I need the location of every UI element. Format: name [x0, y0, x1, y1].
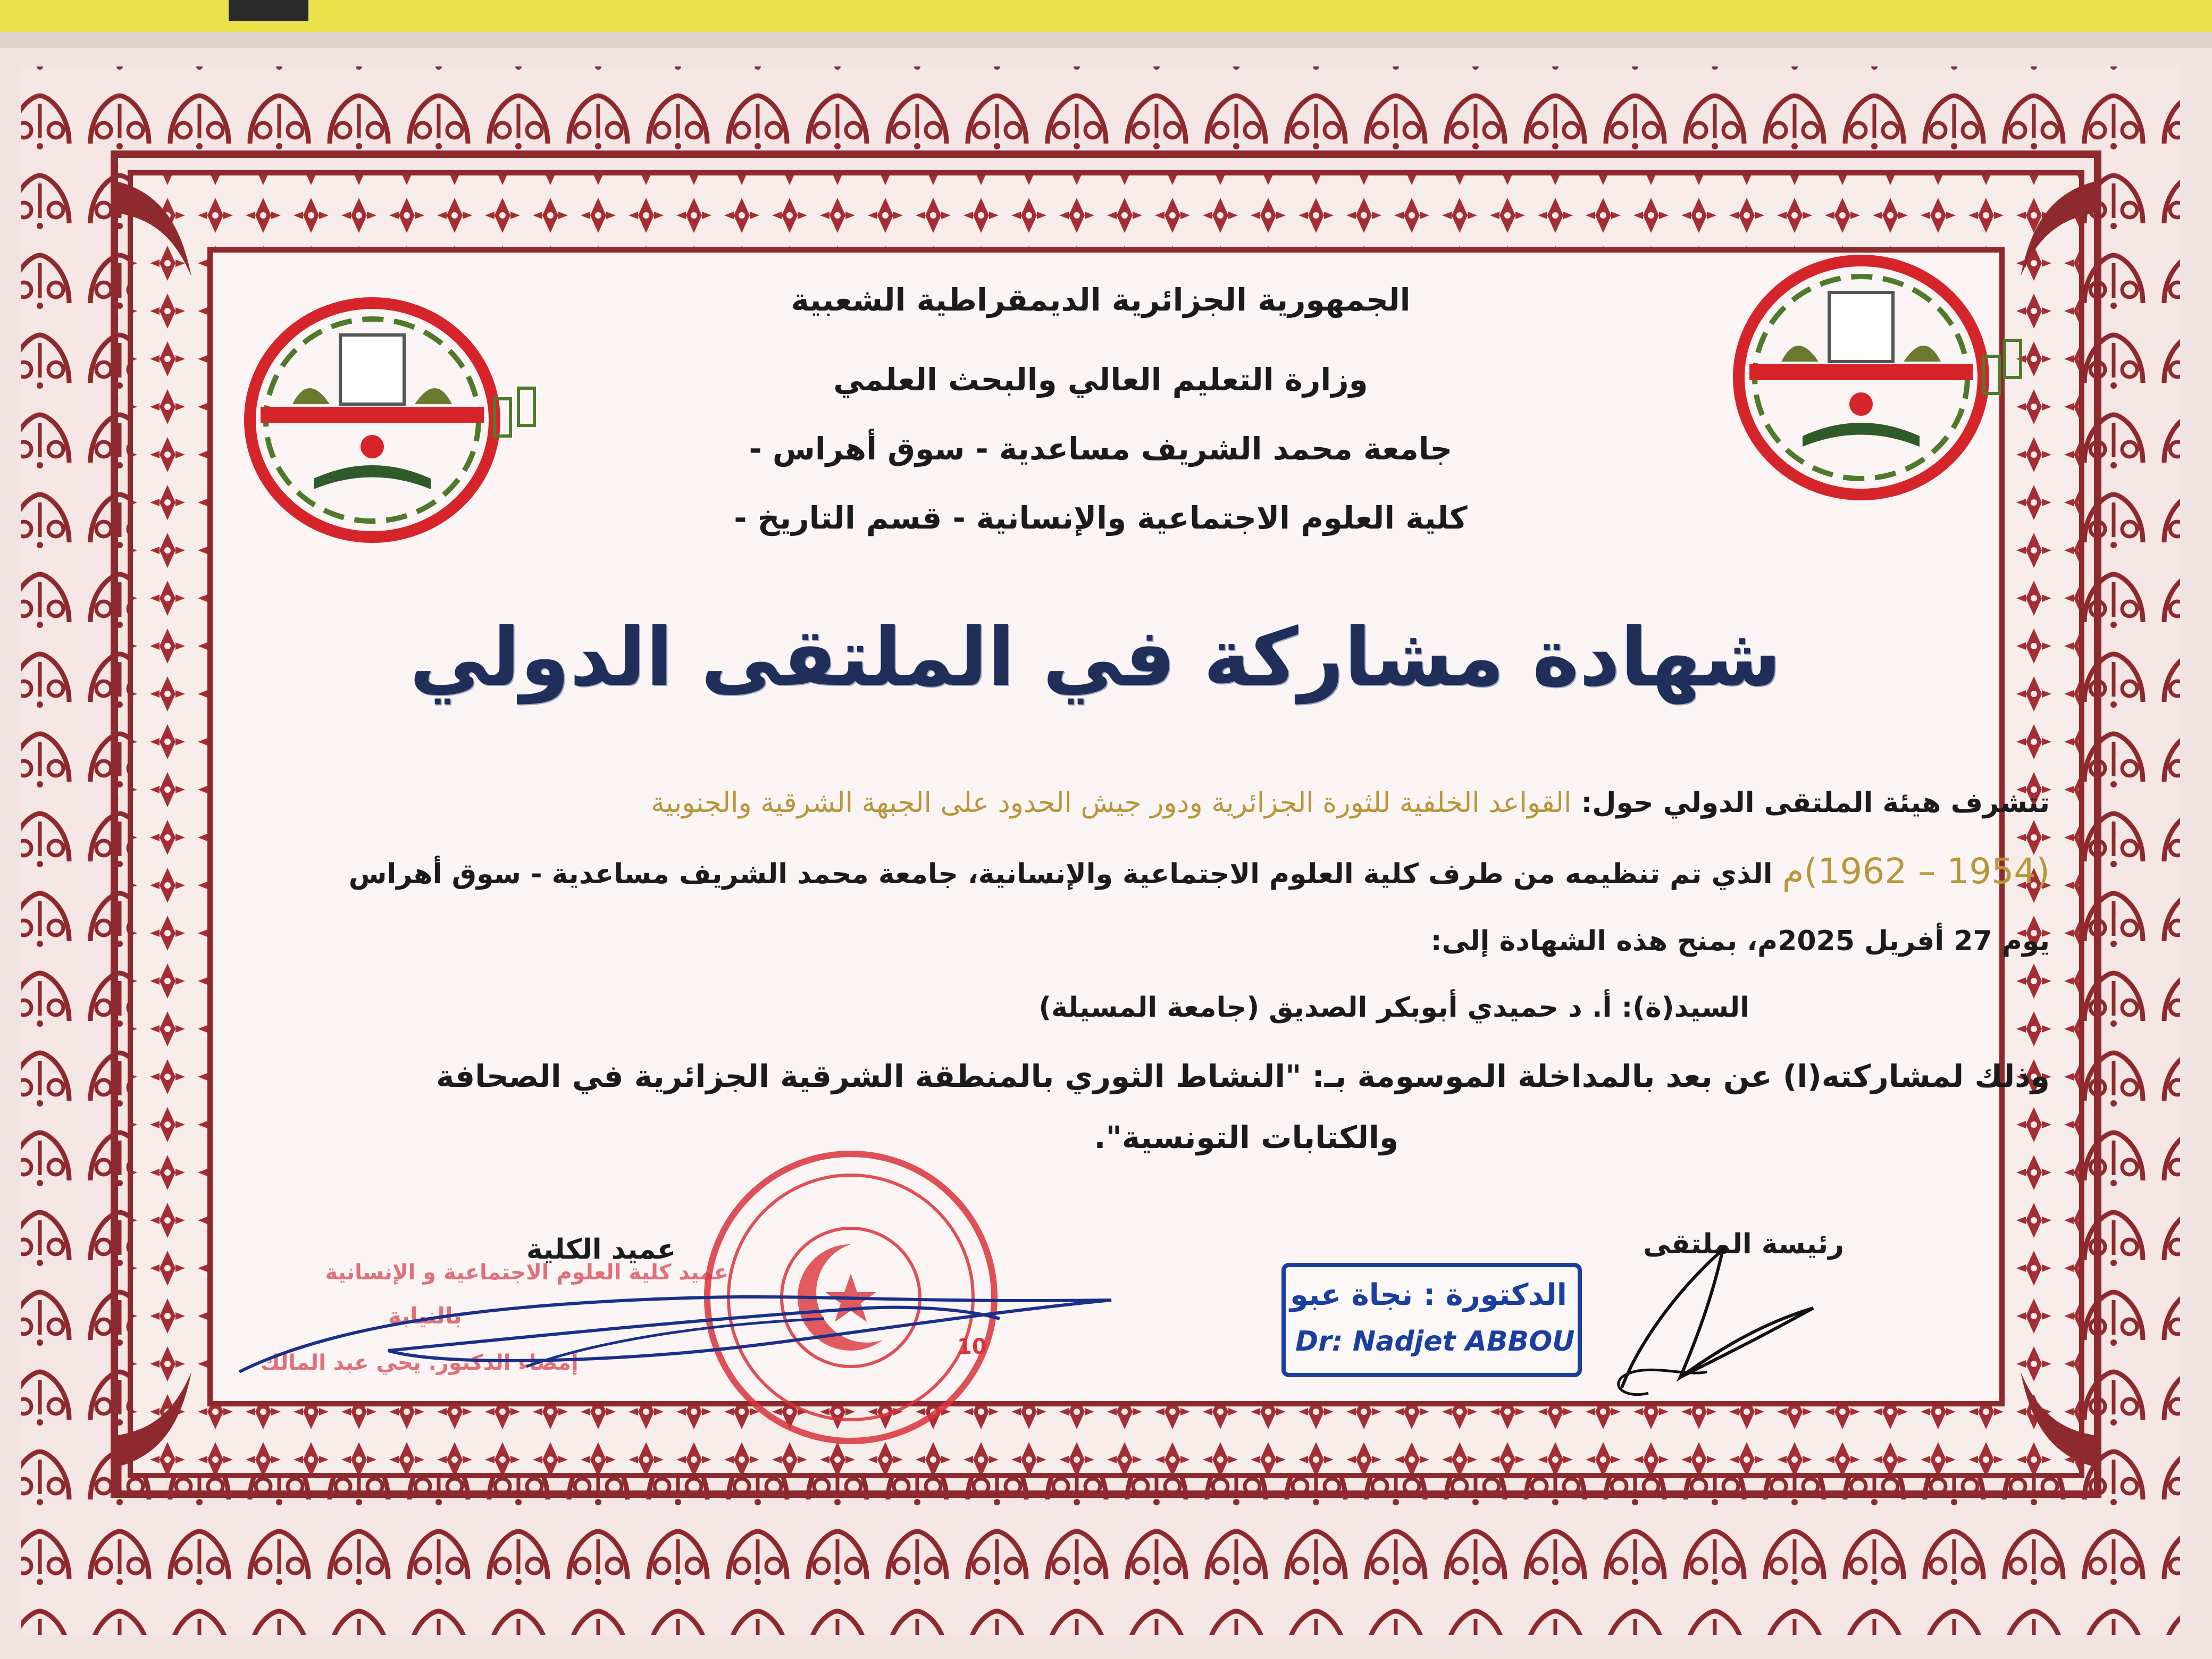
- header-faculty: كلية العلوم الاجتماعية والإنسانية - قسم التاريخ -: [734, 500, 1468, 536]
- intro-text: [651, 787, 2050, 819]
- university-logo-left: [229, 276, 558, 553]
- dean-title: عميد الكلية: [526, 1234, 676, 1266]
- university-seal-icon: [1707, 234, 2037, 510]
- intro-label: تتشرف هيئة الملتقى الدولي حول:: [1581, 787, 2050, 819]
- university-logo-right: [1707, 234, 2037, 510]
- header-republic: الجمهورية الجزائرية الديمقراطية الشعبية: [791, 282, 1411, 318]
- dean-stamp-line-1: عميد كلية العلوم الاجتماعية و الإنسانية: [325, 1260, 728, 1285]
- organizer-text: الذي تم تنظيمه من طرف كلية العلوم الاجتماعية والإنسانية، جامعة محمد الشريف مساعدية - سوق أهراس: [348, 858, 1773, 890]
- certificate-title: شهادة مشاركة في الملتقى الدولي: [409, 611, 1781, 704]
- chair-stamp-arabic: الدكتورة : نجاة عبو: [1290, 1278, 1567, 1312]
- recipient-name: السيد(ة): أ. د حميدي أبوبكر الصديق (جامعة المسيلة): [1038, 992, 1749, 1024]
- dean-stamp-line-2: بالنيابة: [388, 1303, 462, 1329]
- signature-icon: [1590, 1218, 1845, 1409]
- chair-signature: [1590, 1218, 1845, 1409]
- chair-stamp: [1281, 1263, 1582, 1377]
- university-seal-icon: [229, 276, 558, 553]
- participation-line-2: والكتابات التونسية".: [1094, 1119, 1398, 1155]
- dean-stamp-line-3: إمضاء الدكتور. يحي عبد المالك: [261, 1351, 579, 1375]
- round-stamp-number: 10: [957, 1335, 987, 1359]
- chair-stamp-english: Dr: Nadjet ABBOU: [1295, 1326, 1575, 1358]
- participation-line-1: وذلك لمشاركته(ا) عن بعد بالمداخلة الموسومة بـ: "النشاط الثوري بالمنطقة الشرقية الجزائرية في الصحافة: [436, 1058, 2050, 1094]
- conference-years: (1954 – 1962)م: [1782, 851, 2050, 892]
- header-ministry: وزارة التعليم العالي والبحث العلمي: [833, 362, 1368, 398]
- conference-topic: القواعد الخلفية للثورة الجزائرية ودور جيش الحدود على الجبهة الشرقية والجنوبية: [651, 787, 1572, 819]
- dean-signature: [229, 1260, 1133, 1393]
- signature-icon: [229, 1260, 1133, 1393]
- chair-title: رئيسة الملتقى: [1643, 1228, 1844, 1260]
- organization-line: [349, 851, 2050, 892]
- header-university: جامعة محمد الشريف مساعدية - سوق أهراس -: [749, 431, 1453, 467]
- date-line: يوم 27 أفريل 2025م، بمنح هذه الشهادة إلى:: [1430, 925, 2050, 957]
